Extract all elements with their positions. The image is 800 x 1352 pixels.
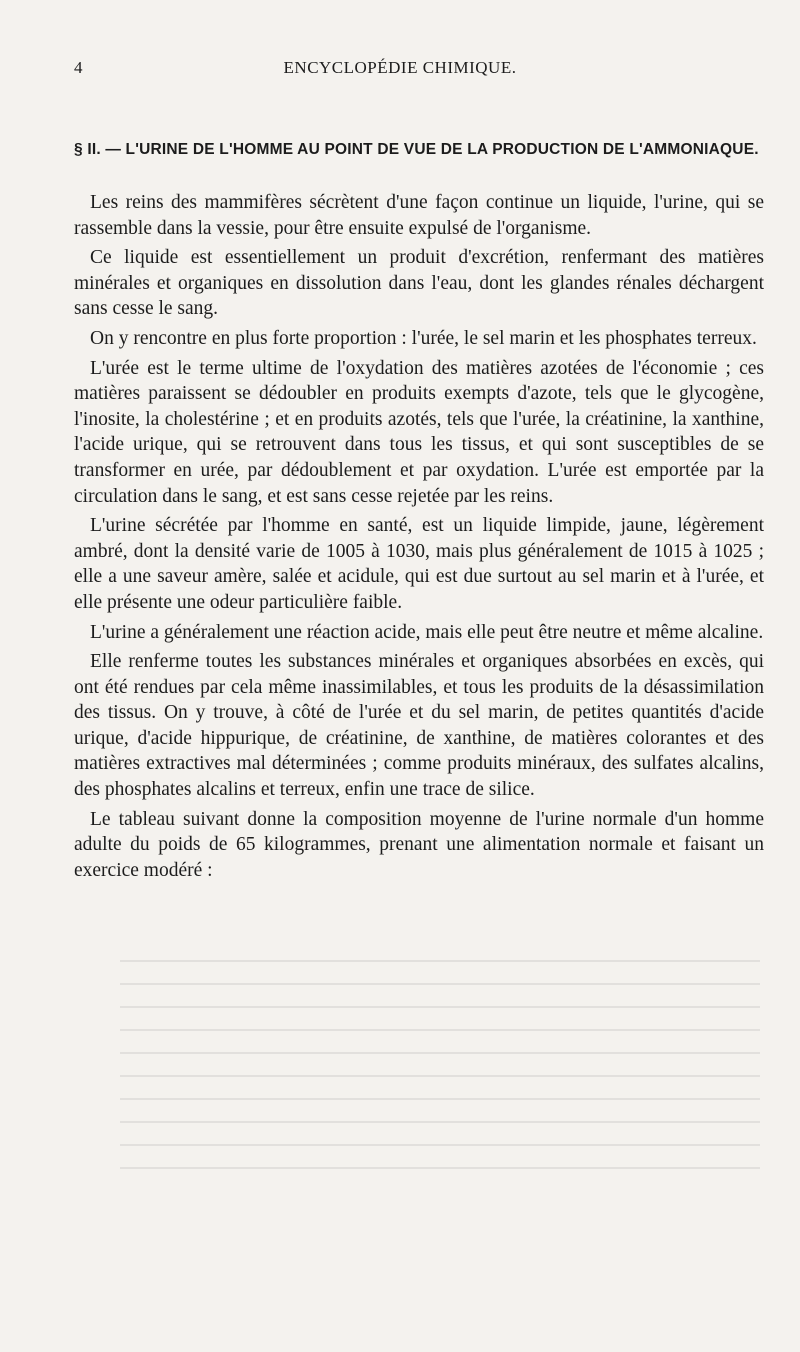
- paragraph-2: Ce liquide est essentiellement un produit d'excrétion, renfermant des matières minérales et organiques en dissolution dans l'eau, dont les glandes rénales déchargent sans cesse le sang.: [74, 247, 764, 320]
- body-text: [74, 190, 764, 887]
- paragraph-8: Le tableau suivant donne la composition moyenne de l'urine normale d'un homme adulte du poids de 65 kilogrammes, prenant une alimentation normale et faisant un exercice modéré :: [74, 808, 764, 881]
- running-title: ENCYCLOPÉDIE CHIMIQUE.: [283, 58, 517, 77]
- show-through-texture: [120, 960, 760, 1190]
- running-head: [74, 58, 726, 80]
- section-heading: § II. — L'URINE DE L'HOMME AU POINT DE VUE DE LA PRODUCTION DE L'AMMONIAQUE.: [74, 141, 759, 158]
- paragraph-3: On y rencontre en plus forte proportion : l'urée, le sel marin et les phosphates terreux.: [90, 327, 757, 349]
- paragraph-4: L'urée est le terme ultime de l'oxydation des matières azotées de l'économie ; ces matières paraissent se dédoubler en produits exempts d'azote, tels que le glycogène, l'inosite, la cholestérine ; et en produits azotés, tels que l'urée, la créatinine, la xanthine, l'acide urique, qui se retrouvent dans tous les tissus, et qui sont susceptibles de se transformer en urée, par dédoublement et par oxydation. L'urée est emportée par la circulation dans le sang, et est sans cesse rejetée par les reins.: [74, 357, 764, 507]
- paragraph-6: L'urine a généralement une réaction acide, mais elle peut être neutre et même alcaline.: [90, 621, 764, 643]
- paragraph-7: Elle renferme toutes les substances minérales et organiques absorbées en excès, qui ont été rendues par cela même inassimilables, et tous les produits de la désassimilation des tissus. On y trouve, à côté de l'urée et du sel marin, de petites quantités d'acide urique, d'acide hippurique, de créatinine, de xanthine, de matières colorantes et des matières extractives mal déterminées ; comme produits minéraux, des sulfates alcalins, des phosphates alcalins et terreux, enfin une trace de silice.: [74, 651, 764, 801]
- paragraph-1: Les reins des mammifères sécrètent d'une façon continue un liquide, l'urine, qui se rassemble dans la vessie, pour être ensuite expulsé de l'organisme.: [74, 192, 764, 239]
- page-number: 4: [74, 58, 83, 77]
- paragraph-5: L'urine sécrétée par l'homme en santé, est un liquide limpide, jaune, légèrement ambré, dont la densité varie de 1005 à 1030, mais plus généralement de 1015 à 1025 ; elle a une saveur amère, salée et acidule, qui est due surtout au sel marin et à l'urée, et elle présente une odeur particulière faible.: [74, 515, 764, 613]
